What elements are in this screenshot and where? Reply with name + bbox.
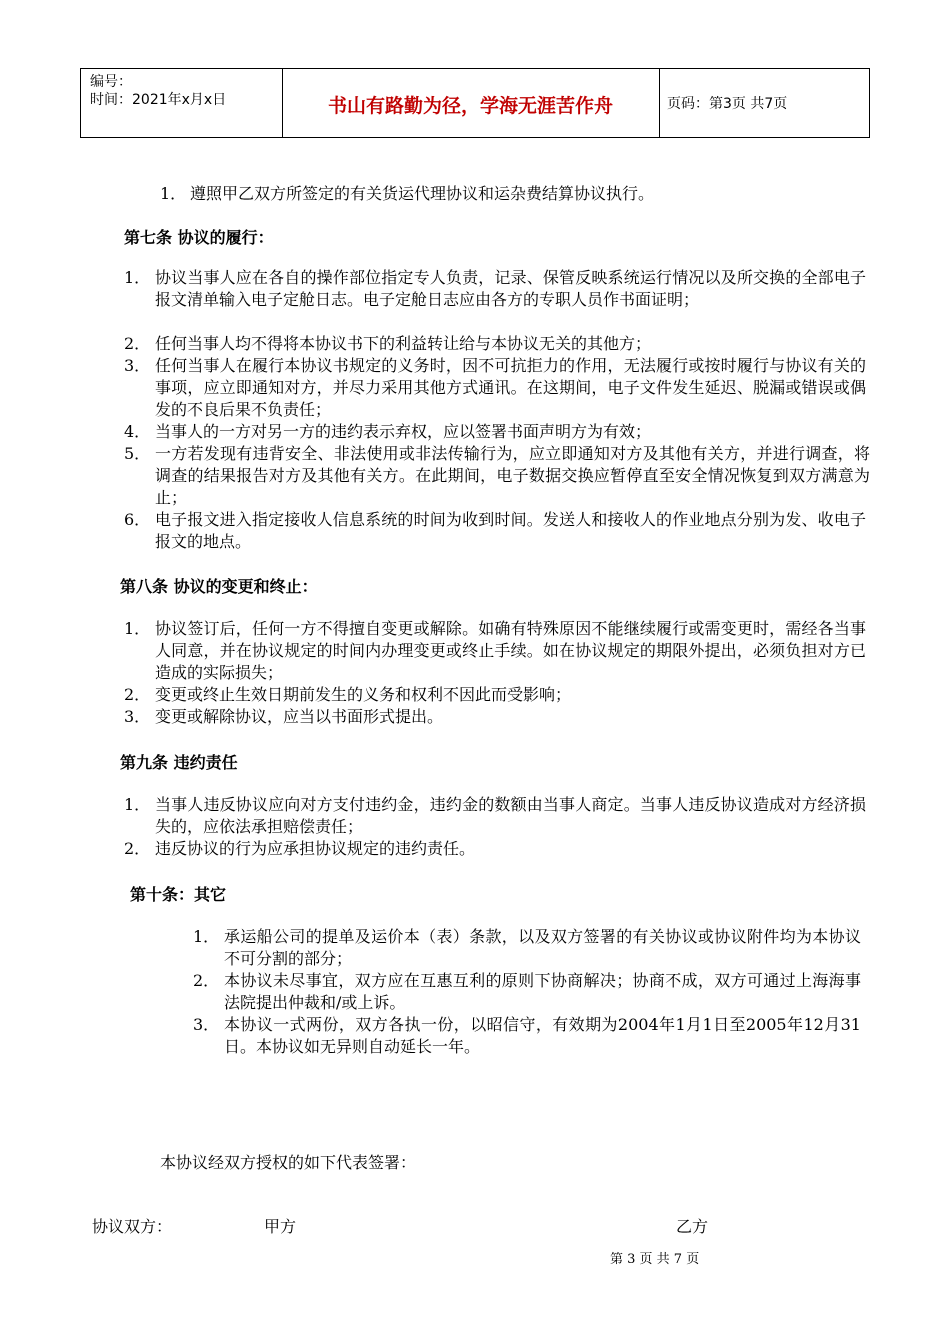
list-item-number: 2． [124, 839, 151, 858]
section-9-title: 第九条 违约责任 [120, 753, 238, 772]
list-item-text: 协议当事人应在各自的操作部位指定专人负责，记录、保管反映系统运行情况以及所交换的全部电子报文清单输入电子定舱日志。电子定舱日志应由各方的专职人员作书面证明； [155, 268, 866, 309]
list-item-text: 本协议未尽事宜，双方应在互惠互利的原则下协商解决；协商不成，双方可通过上海海事法院提出仲裁和/或上诉。 [224, 971, 861, 1012]
list-item-number: 1． [124, 795, 151, 814]
list-item-text: 任何当事人均不得将本协议书下的利益转让给与本协议无关的其他方； [155, 334, 652, 353]
document-date: 时间：2021年x月x日 [90, 92, 227, 108]
list-item-number: 3． [193, 1015, 220, 1034]
list-item-text: 电子报文进入指定接收人信息系统的时间为收到时间。发送人和接收人的作业地点分别为发、收电子报文的地点。 [155, 510, 866, 551]
list-item-text: 变更或终止生效日期前发生的义务和权利不因此而受影响； [155, 685, 572, 704]
header-divider-2 [659, 69, 660, 137]
list-item-number: 4． [124, 422, 151, 441]
list-item-number: 6． [124, 510, 151, 529]
party-a-label: 甲方 [264, 1217, 297, 1236]
page-footer: 第 3 页 共 7 页 [610, 1252, 700, 1267]
list-item-number: 3． [124, 707, 151, 726]
parties-label: 协议双方： [92, 1217, 173, 1236]
list-item-number: 5． [124, 444, 151, 463]
header-page-info: 页码：第3页 共7页 [667, 96, 788, 112]
header-border-left [80, 69, 81, 137]
list-item-number: 2． [124, 685, 151, 704]
section-10-title: 第十条：其它 [130, 885, 227, 904]
header-motto: 书山有路勤为径，学海无涯苦作舟 [327, 95, 613, 117]
section-8-title: 第八条 协议的变更和终止： [120, 577, 318, 596]
list-item-number: 1． [124, 619, 151, 638]
list-item-text: 当事人违反协议应向对方支付违约金，违约金的数额由当事人商定。当事人违反协议造成对方经济损失的，应依法承担赔偿责任； [155, 795, 866, 836]
header-border-right [869, 69, 870, 137]
list-item-number: 3． [124, 356, 151, 375]
list-item-text: 一方若发现有违背安全、非法使用或非法传输行为，应立即通知对方及其他有关方，并进行调查，将调查的结果报告对方及其他有关方。在此期间，电子数据交换应暂停直至安全情况恢复到双方满意为止； [155, 444, 870, 507]
list-item-text: 协议签订后，任何一方不得擅自变更或解除。如确有特殊原因不能继续履行或需变更时，需经各当事人同意，并在协议规定的时间内办理变更或终止手续。如在协议规定的期限外提出，必须负担对方已造成的实际损失； [155, 619, 866, 682]
list-item-number: 1． [124, 268, 151, 287]
header-meta [90, 73, 226, 109]
list-item-text: 变更或解除协议，应当以书面形式提出。 [155, 707, 444, 726]
list-item-number: 1． [160, 184, 187, 203]
list-item-text: 违反协议的行为应承担协议规定的违约责任。 [155, 839, 476, 858]
list-item-text: 任何当事人在履行本协议书规定的义务时，因不可抗拒力的作用，无法履行或按时履行与协议有关的事项，应立即通知对方，并尽力采用其他方式通讯。在这期间，电子文件发生延迟、脱漏或错误或偶发的不良后果不负责任； [155, 356, 866, 419]
document-number-label: 编号： [90, 74, 132, 90]
list-item-text: 当事人的一方对另一方的违约表示弃权，应以签署书面声明方为有效； [155, 422, 652, 441]
party-b-label: 乙方 [676, 1217, 709, 1236]
section-7-title: 第七条 协议的履行： [124, 228, 274, 247]
list-item-text: 承运船公司的提单及运价本（表）条款，以及双方签署的有关协议或协议附件均为本协议不可分割的部分； [224, 927, 861, 968]
list-item-text: 本协议一式两份，双方各执一份，以昭信守，有效期为2004年1月1日至2005年12月31日。本协议如无异则自动延长一年。 [224, 1015, 861, 1056]
list-item-number: 2． [124, 334, 151, 353]
list-item-number: 2． [193, 971, 220, 990]
signing-statement: 本协议经双方授权的如下代表签署： [160, 1153, 417, 1172]
list-item-number: 1． [193, 927, 220, 946]
list-item-text: 遵照甲乙双方所签定的有关货运代理协议和运杂费结算协议执行。 [190, 184, 655, 203]
page-header [80, 68, 870, 138]
